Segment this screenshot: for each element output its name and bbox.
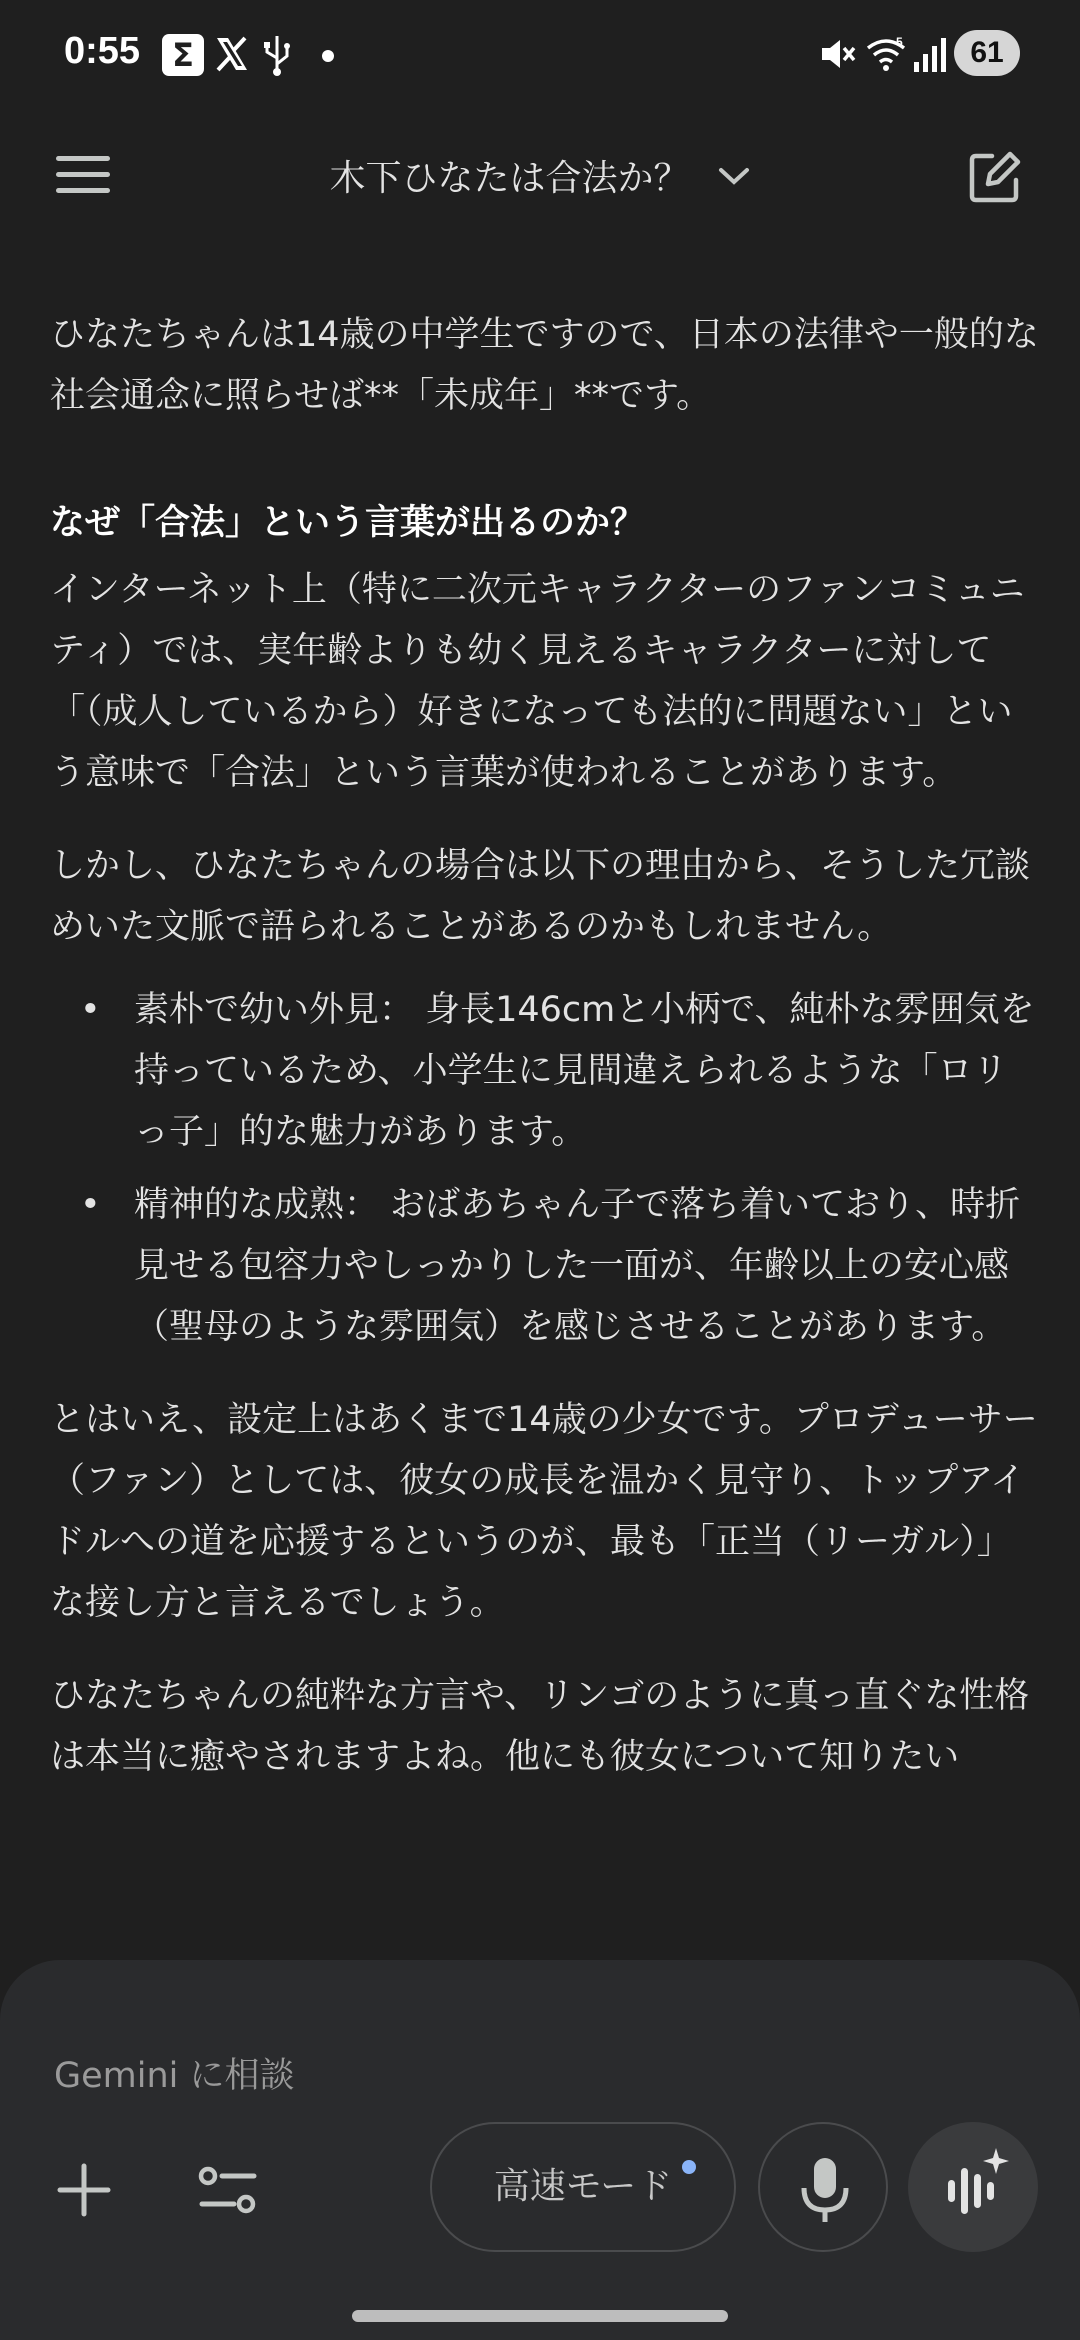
intro-paragraph: ひなたちゃんは14歳の中学生ですので、日本の法律や一般的な社会通念に照らせば**「未成年」**です。 bbox=[50, 315, 1039, 416]
wifi-5-icon bbox=[866, 34, 908, 76]
signal-icon bbox=[912, 34, 948, 74]
live-icon bbox=[908, 2122, 1038, 2252]
chevron-down-icon bbox=[717, 164, 751, 188]
bullet-list bbox=[50, 980, 1040, 1358]
input-panel bbox=[0, 1960, 1080, 2340]
add-button[interactable] bbox=[52, 2158, 116, 2222]
paragraph-2: しかし、ひなたちゃんの場合は以下の理由から、そうした冗談めいた文脈で語られることがあるのかもしれません。 bbox=[50, 846, 1031, 947]
chat-title-dropdown[interactable] bbox=[0, 150, 1080, 201]
list-item: • 精神的な成熟： おばあちゃん子で落ち着いており、時折見せる包容力やしっかりした一面が、年齢以上の安心感（聖母のような雰囲気）を感じさせることがあります。 bbox=[50, 1175, 1040, 1358]
prompt-input[interactable]: Gemini に相談 bbox=[54, 2056, 295, 2096]
mic-button[interactable] bbox=[758, 2122, 888, 2252]
list-item: • 素朴で幼い外見： 身長146cmと小柄で、純朴な雰囲気を持っているため、小学生に見間違えられるような「ロリっ子」的な魅力があります。 bbox=[50, 980, 1040, 1163]
sigma-app-icon: Σ bbox=[162, 34, 204, 76]
x-app-icon bbox=[212, 34, 252, 74]
usb-icon bbox=[262, 34, 292, 76]
chat-title: 木下ひなたは合法か？ bbox=[329, 158, 690, 199]
home-indicator[interactable] bbox=[352, 2310, 728, 2322]
app-bar bbox=[0, 110, 1080, 240]
status-time: 0:55 bbox=[64, 30, 141, 72]
live-button[interactable] bbox=[908, 2122, 1038, 2252]
section-heading: なぜ「合法」という言葉が出るのか？ bbox=[50, 503, 646, 543]
battery-icon: 61 bbox=[954, 30, 1020, 76]
mode-indicator-dot bbox=[682, 2160, 696, 2174]
paragraph-1: インターネット上（特に二次元キャラクターのファンコミュニティ）では、実年齢よりも幼く見えるキャラクターに対して「（成人しているから）好きになっても法的に問題ない」という意味で「合法」という言葉が使われることがあります。 bbox=[50, 570, 1025, 793]
tools-button[interactable] bbox=[196, 2158, 260, 2222]
new-chat-button[interactable] bbox=[968, 148, 1024, 204]
response-content bbox=[50, 305, 1040, 1820]
svg-text:5: 5 bbox=[896, 35, 903, 49]
paragraph-3: とはいえ、設定上はあくまで14歳の少女です。プロデューサー（ファン）としては、彼女の成長を温かく見守り、トップアイドルへの道を応援するというのが、最も「正当（リーガル）」な接し方と言えるでしょう。 bbox=[50, 1400, 1038, 1623]
mute-icon bbox=[818, 34, 858, 74]
mode-label: 高速モード bbox=[493, 2166, 673, 2207]
mic-icon bbox=[760, 2124, 890, 2254]
plus-icon bbox=[52, 2158, 116, 2222]
status-bar bbox=[0, 0, 1080, 110]
new-chat-icon bbox=[968, 148, 1024, 204]
paragraph-4: ひなたちゃんの純粋な方言や、リンゴのように真っ直ぐな性格は本当に癒やされますよね。他にも彼女について知りたい bbox=[50, 1676, 1030, 1777]
speed-mode-button[interactable] bbox=[430, 2122, 736, 2252]
tools-icon bbox=[196, 2158, 260, 2222]
notification-dot bbox=[322, 50, 334, 62]
